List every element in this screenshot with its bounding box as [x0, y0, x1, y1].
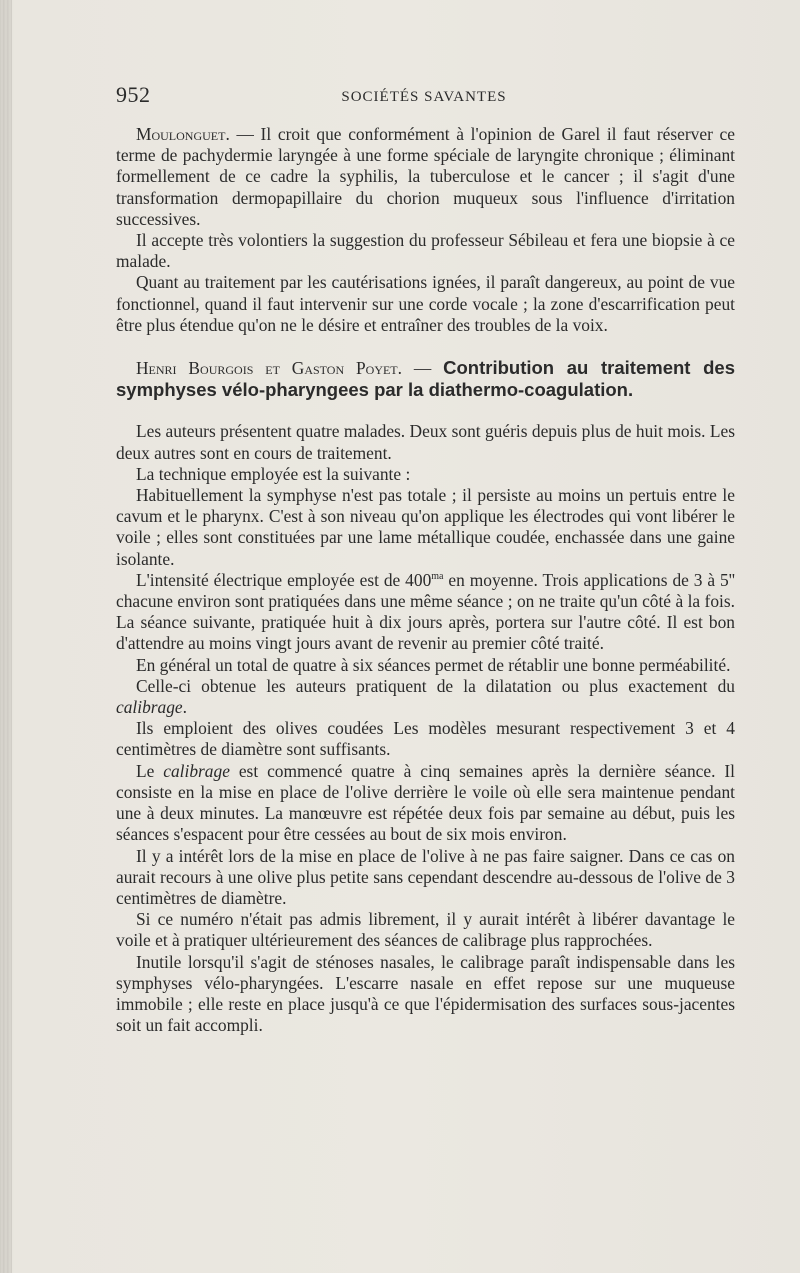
paragraph-text: — Il croit que conformément à l'opinion de Garel il faut réserver ce terme de pachydermie laryngée à une forme spéciale de laryngite chronique ; éliminant formellement de ce cadre la syphilis, la tuberculose et le cancer ; il s'agit d'une transformation dermopapillaire du chorion muqueux sous l'influence d'irritation successives.	[116, 124, 735, 229]
paragraph	[116, 570, 735, 655]
paragraph: En général un total de quatre à six séances permet de rétablir une bonne perméabilité.	[136, 654, 731, 675]
paragraph-moulonguet	[116, 124, 735, 230]
text-run: en moyenne. Trois applications de 3 à 5'' chacune environ sont pratiquées dans une même séance ; on ne traite qu'un côté à la fois. La séance suivante, pratiquée huit à dix jours après, portera sur l'autre côté. Il est bon d'attendre au moins vingt jours avant de revenir au premier côté traité.	[116, 569, 735, 654]
text-run: Celle-ci obtenue les auteurs pratiquent de la dilatation ou plus exactement du	[136, 675, 735, 696]
paragraph: Ils emploient des olives coudées Les modèles mesurant respectivement 3 et 4 centimètres de diamètre sont suffisants.	[116, 718, 735, 760]
paragraph	[116, 676, 735, 718]
article-authors: Henri Bourgois et Gaston Poyet.	[136, 358, 402, 379]
paragraph: La technique employée est la suivante :	[136, 463, 411, 484]
paragraph: Inutile lorsqu'il s'agit de sténoses nasales, le calibrage paraît indispensable dans les symphyses vélo-pharyngées. L'escarre nasale en effet repose sur une muqueuse immobile ; elle reste en place jusqu'à ce que l'épidermisation des surfaces sous-jacentes soit un fait accompli.	[116, 951, 735, 1036]
article-title-block	[116, 357, 735, 401]
author-name: Moulonguet.	[136, 124, 230, 144]
text-run: .	[182, 697, 188, 718]
title-dash: —	[402, 358, 444, 379]
running-title: SOCIÉTÉS SAVANTES	[341, 89, 507, 105]
article-title: Contribution au traitement des symphyses vélo-pharyngees par la diathermo-coagulation.	[116, 357, 735, 401]
paragraph: Si ce numéro n'était pas admis librement, il y aurait intérêt à libérer davantage le voile et à pratiquer ultérieurement des séances de calibrage plus rapprochées.	[116, 909, 735, 951]
paragraph: Il accepte très volontiers la suggestion du professeur Sébileau et fera une biopsie à ce malade.	[116, 230, 735, 272]
body-text	[116, 124, 735, 1036]
paragraph: Quant au traitement par les cautérisations ignées, il paraît dangereux, au point de vue fonctionnel, quand il faut intervenir sur une corde vocale ; la zone d'escarrification peut être plus étendue qu'on ne le désire et entraîner des troubles de la voix.	[116, 272, 735, 335]
paragraph: Les auteurs présentent quatre malades. Deux sont guéris depuis plus de huit mois. Les deux autres sont en cours de traitement.	[116, 421, 735, 463]
page-binding-edge	[0, 0, 12, 1273]
paragraph	[116, 761, 735, 846]
paragraph: Habituellement la symphyse n'est pas totale ; il persiste au moins un pertuis entre le cavum et le pharynx. C'est à son niveau qu'on applique les électrodes qui vont libérer le voile ; elles sont constituées par une lame métallique coudée, enchassée dans une gaine isolante.	[116, 485, 735, 569]
italic-term: calibrage	[163, 760, 230, 781]
superscript-unit: ma	[431, 571, 444, 583]
italic-term: calibrage	[116, 697, 183, 718]
page-header	[116, 82, 732, 108]
page-number: 952	[116, 82, 151, 107]
text-run: est commencé quatre à cinq semaines après la dernière séance. Il consiste en la mise en place de l'olive derrière le voile où elle sera maintenue pendant une à deux minutes. La manœuvre est répétée deux fois par semaine au début, puis les séances s'espacent pour être cessées au bout de six mois environ.	[116, 760, 735, 845]
text-run: Le	[136, 760, 164, 781]
paragraph: Il y a intérêt lors de la mise en place de l'olive à ne pas faire saigner. Dans ce cas on aurait recours à une olive plus petite sans cependant descendre au-dessous de l'olive de 3 centimètres de diamètre.	[116, 845, 735, 908]
text-run: L'intensité électrique employée est de 400	[136, 569, 432, 590]
